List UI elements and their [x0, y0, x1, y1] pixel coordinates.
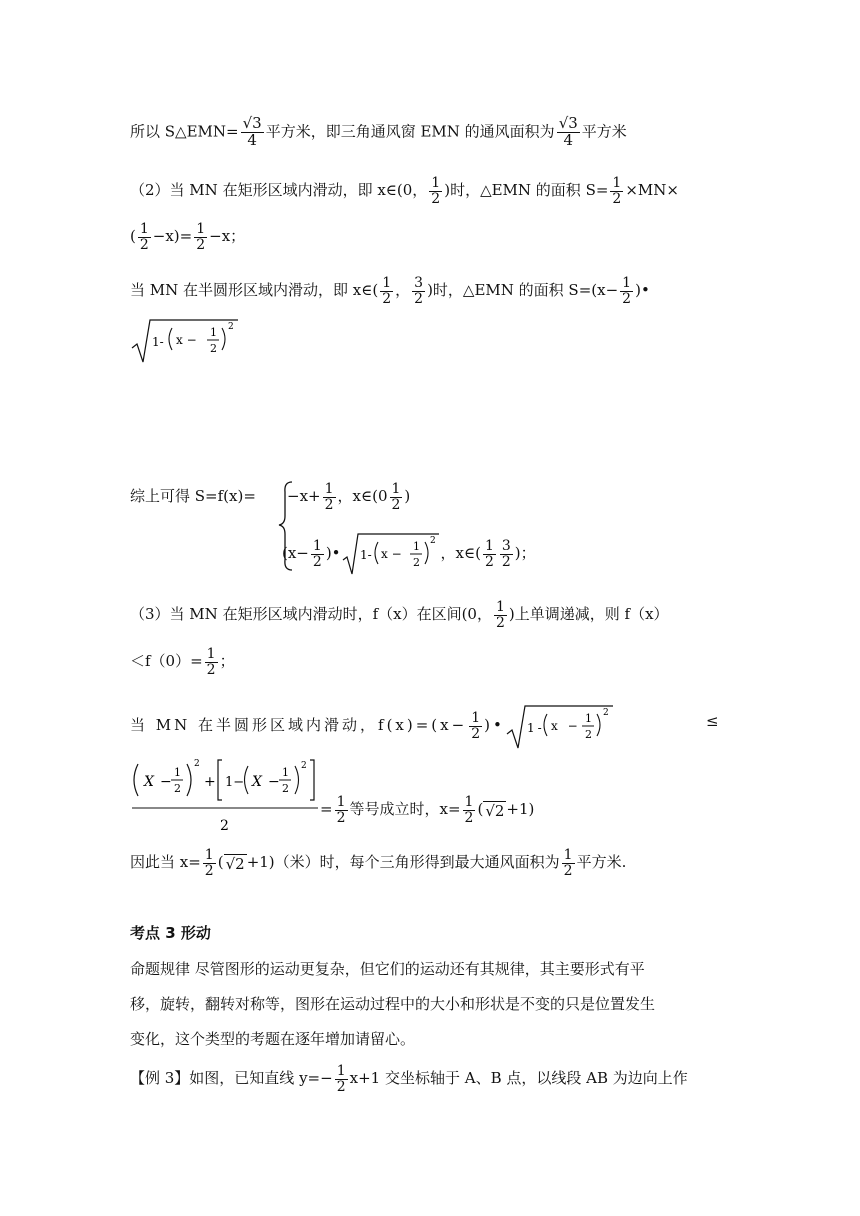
denominator: 2 [584, 728, 595, 741]
denominator: 2 [324, 496, 334, 513]
numerator: 1 [484, 537, 494, 554]
fraction [194, 222, 207, 252]
text: 平方米. [576, 853, 627, 872]
sqrt-2 [483, 801, 506, 820]
fraction [610, 176, 623, 206]
text: 当 MN 在半圆形区域内滑动，即 x∈( [130, 281, 379, 300]
var-x: X [144, 774, 154, 790]
text: )时，△EMN 的面积 S=(x− [427, 281, 619, 300]
numerator: 1 [282, 766, 289, 779]
fraction [500, 539, 513, 569]
text: )上单调递减，则 f（x） [508, 605, 669, 624]
text: ； [219, 652, 235, 671]
text: 平方米 [581, 122, 627, 141]
line-9 [130, 700, 615, 752]
paragraph-line-3: 变化，这个类型的考题在逐年增加请留心。 [130, 1030, 416, 1048]
fraction [557, 116, 580, 149]
right-paren [222, 328, 225, 350]
numerator: 1 [336, 1063, 346, 1079]
text: ， [395, 281, 411, 300]
numerator: 1 [324, 481, 334, 497]
fraction [469, 711, 482, 741]
numerator: 1 [210, 326, 217, 339]
text: （2）当 MN 在矩形区域内滑动，即 x∈(0， [130, 181, 428, 200]
radical-expression [341, 530, 441, 578]
denominator: 2 [336, 1078, 346, 1095]
text: )• [635, 281, 650, 300]
paren-close-2 [295, 766, 299, 794]
line-1 [130, 116, 627, 149]
numerator: 1 [412, 540, 420, 553]
text: ) [404, 487, 411, 506]
text: −x； [209, 227, 246, 246]
denominator: 2 [210, 342, 217, 355]
exponent: 2 [194, 759, 200, 769]
text: 平方米，即三角通风窗 EMN 的通风面积为 [265, 122, 555, 141]
example-3 [130, 1064, 688, 1094]
numerator: √3 [558, 114, 578, 132]
denominator: 2 [501, 553, 511, 570]
text-one-minus: 1− [225, 775, 245, 790]
denominator: 2 [464, 809, 474, 826]
exponent: 2 [228, 322, 234, 332]
numerator: 1 [206, 646, 216, 662]
text: 因此当 x= [130, 853, 201, 872]
fraction [203, 848, 216, 878]
denominator: 2 [336, 809, 346, 826]
big-fraction [130, 752, 340, 840]
numerator: 3 [501, 537, 511, 554]
numerator: 1 [464, 794, 474, 810]
text: √2 [225, 854, 245, 873]
paren-open [134, 764, 138, 796]
text: 所以 S△EMN= [130, 122, 239, 141]
bracket-close [310, 760, 314, 800]
text: ( [217, 853, 224, 872]
text: ，x∈(0 [337, 487, 388, 506]
paren-close [187, 764, 191, 796]
text: ≤ [706, 712, 719, 730]
fraction [412, 276, 425, 306]
numerator: 1 [196, 221, 206, 237]
denominator: 2 [282, 782, 289, 795]
denominator: 2 [382, 290, 392, 307]
numerator: 1 [139, 221, 149, 237]
sqrt-2 [224, 854, 247, 873]
line-10 [130, 752, 340, 844]
fraction [335, 1064, 348, 1094]
denominator: 2 [312, 553, 322, 570]
numerator: 1 [431, 175, 441, 191]
numerator: 1 [391, 481, 401, 497]
fraction [463, 795, 476, 825]
text: x+1 交坐标轴于 A、B 点，以线段 AB 为边向上作 [349, 1069, 688, 1088]
text: −x+ [287, 487, 321, 506]
denominator: 2 [563, 862, 573, 879]
text: 【例 3】如图，已知直线 y=− [130, 1069, 333, 1088]
minus: − [160, 774, 172, 790]
text: )• [484, 716, 505, 734]
denominator: 2 [391, 496, 401, 513]
line-8 [130, 647, 235, 677]
paragraph-line-2: 移，旋转，翻转对称等，图形在运动过程中的大小和形状是不变的只是位置发生 [130, 995, 656, 1013]
text: 当 MN 在半圆形区域内滑动，f(x)=(x− [130, 716, 468, 734]
text: = [320, 800, 333, 819]
section-heading: 考点 3 形动 [130, 924, 211, 942]
exponent: 2 [602, 708, 612, 718]
denominator: 2 [196, 236, 206, 253]
text: √2 [485, 801, 505, 820]
numerator: 3 [414, 275, 424, 291]
denominator: 2 [612, 190, 622, 207]
denominator: 2 [431, 190, 441, 207]
numerator: 1 [312, 537, 322, 554]
text: )• [325, 544, 341, 562]
denominator: 2 [495, 614, 505, 631]
fraction [390, 482, 403, 512]
numerator: √3 [242, 114, 262, 132]
line-5-radical [130, 314, 240, 370]
text-one-minus: 1- [152, 335, 164, 349]
numerator: 1 [174, 766, 181, 779]
paragraph-line-1: 命题规律 尽管图形的运动更复杂，但它们的运动还有其规律，其主要形式有平 [130, 960, 645, 978]
main-denominator: 2 [220, 818, 229, 834]
denominator: 2 [471, 725, 481, 742]
fraction [335, 795, 348, 825]
text: ＜f（0）= [130, 652, 203, 671]
denominator: 4 [563, 130, 574, 149]
text: (x− [282, 544, 309, 562]
text: )； [514, 544, 536, 562]
numerator: 1 [622, 275, 632, 291]
text-one-minus: 1- [359, 548, 372, 562]
text: )时，△EMN 的面积 S= [444, 181, 609, 200]
denominator: 2 [174, 782, 181, 795]
exponent: 2 [429, 536, 436, 546]
numerator: 1 [612, 175, 622, 191]
text: （3）当 MN 在矩形区域内滑动时，f（x）在区间(0， [130, 605, 492, 624]
var-x: X [252, 774, 262, 790]
exponent: 2 [301, 761, 307, 771]
fraction [483, 539, 496, 569]
denominator: 2 [206, 661, 216, 678]
numerator: 1 [584, 712, 595, 725]
left-paren [375, 542, 378, 564]
fraction [138, 222, 151, 252]
text-x-minus: x − [550, 719, 581, 733]
denominator: 2 [484, 553, 494, 570]
radical-expression [130, 314, 240, 366]
minus: − [268, 774, 280, 790]
right-paren [425, 542, 428, 564]
plus: + [204, 774, 216, 790]
text: 等号成立时，x= [349, 800, 461, 819]
text: 综上可得 S=f(x)= [130, 487, 256, 505]
line-2 [130, 176, 679, 206]
line-11 [130, 848, 626, 878]
denominator: 2 [622, 290, 632, 307]
left-paren [169, 328, 172, 350]
leq-sign [706, 712, 719, 730]
fraction [429, 176, 442, 206]
text: +1)（米）时，每个三角形得到最大通风面积为 [246, 853, 560, 872]
text-x-minus: x − [380, 547, 402, 561]
text: ×MN× [625, 181, 679, 200]
denominator: 2 [412, 556, 420, 569]
text: ，x∈( [440, 544, 481, 562]
text: +1) [506, 800, 535, 819]
fraction [380, 276, 393, 306]
numerator: 1 [471, 709, 481, 726]
piecewise-row-1 [287, 482, 410, 512]
fraction [323, 482, 336, 512]
radical-expression [505, 700, 615, 752]
numerator: 1 [336, 794, 346, 810]
fraction [311, 539, 324, 569]
line-7 [130, 600, 669, 630]
line-4 [130, 276, 650, 306]
text: −x)= [152, 227, 193, 246]
fraction [241, 116, 264, 149]
text-x-minus: x − [176, 333, 197, 347]
denominator: 2 [139, 236, 149, 253]
fraction [620, 276, 633, 306]
numerator: 1 [495, 599, 505, 615]
line-10-tail [320, 795, 534, 825]
fraction [205, 647, 218, 677]
denominator: 2 [204, 862, 214, 879]
numerator: 1 [382, 275, 392, 291]
text: ( [130, 227, 136, 246]
fraction [562, 848, 575, 878]
right-paren [597, 714, 600, 736]
piecewise-row-2 [282, 530, 536, 578]
numerator: 1 [204, 847, 214, 863]
text-one-minus: 1- [526, 721, 545, 735]
bracket-open [218, 760, 222, 800]
summary-label [130, 485, 256, 506]
fraction [494, 600, 507, 630]
line-3 [130, 222, 245, 252]
denominator: 4 [247, 130, 257, 149]
paren-open-2 [245, 766, 249, 794]
text: ( [477, 800, 484, 819]
numerator: 1 [563, 847, 573, 863]
denominator: 2 [414, 290, 424, 307]
